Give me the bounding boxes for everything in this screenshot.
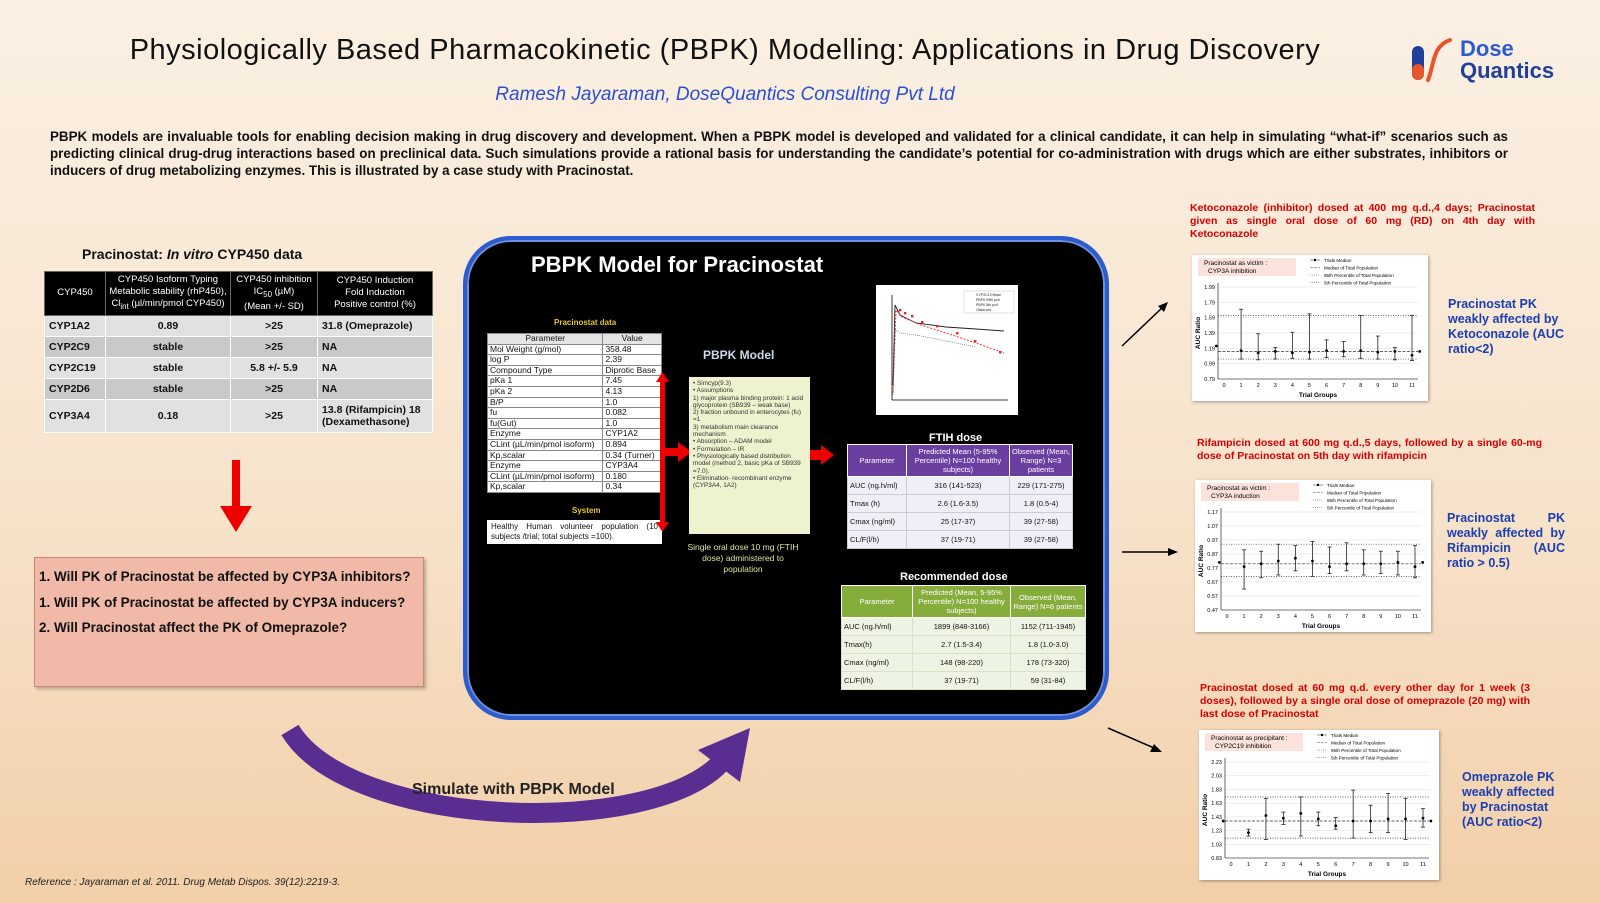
table-cell: 39 (27-58) bbox=[1010, 513, 1073, 531]
table-cell: 2.7 (1.5-3.4) bbox=[913, 636, 1011, 654]
median-point bbox=[1414, 565, 1417, 568]
table-cell: Tmax (h) bbox=[848, 495, 907, 513]
plot-legend-text: PBPK 95th pctl bbox=[976, 298, 1000, 302]
table-row bbox=[488, 471, 662, 482]
table-row bbox=[842, 618, 1086, 636]
table-cell: 1899 (848-3166) bbox=[913, 618, 1011, 636]
x-tick-label: 2 bbox=[1264, 862, 1268, 868]
x-tick-label: 3 bbox=[1281, 862, 1285, 868]
legend-entry: 95th Percentile of Total Population bbox=[1327, 498, 1397, 503]
y-tick-label: 1.59 bbox=[1204, 315, 1215, 322]
table-header: CYP450 bbox=[45, 272, 106, 316]
simulate-label: Simulate with PBPK Model bbox=[412, 781, 615, 798]
x-tick-label: 5 bbox=[1316, 862, 1320, 868]
table-cell: NA bbox=[318, 336, 433, 357]
median-point bbox=[1243, 565, 1246, 568]
table-cell: fu bbox=[488, 408, 603, 419]
question-item: 1. Will PK of Pracinostat be affected by CYP3A inhibitors? bbox=[39, 569, 411, 584]
table-cell: stable bbox=[106, 357, 231, 378]
table-row bbox=[45, 399, 433, 432]
x-tick-label: 11 bbox=[1420, 862, 1426, 868]
down-arrow-icon bbox=[220, 460, 252, 532]
median-point bbox=[1376, 351, 1379, 354]
study-caption: Ketoconazole (inhibitor) dosed at 400 mg q.d.,4 days; Pracinostat given as single oral dose of 60 mg (RD) on 4th day with Ketoconazole bbox=[1190, 202, 1535, 240]
median-point bbox=[1397, 561, 1400, 564]
table-cell: 2.6 (1.6-3.5) bbox=[907, 495, 1010, 513]
pk-profile-svg bbox=[876, 285, 1018, 415]
x-tick-label: 1 bbox=[1246, 862, 1250, 868]
right-arrow-icon bbox=[808, 445, 834, 465]
median-point bbox=[1277, 560, 1280, 563]
table-cell: pKa 2 bbox=[488, 386, 603, 397]
table-row bbox=[488, 408, 662, 419]
table-row bbox=[848, 477, 1073, 495]
invitro-title: Pracinostat: In vitro CYP450 data bbox=[82, 246, 303, 262]
x-tick-label: 4 bbox=[1293, 614, 1297, 620]
y-tick-label: 1.19 bbox=[1204, 346, 1215, 353]
median-point bbox=[1257, 352, 1260, 355]
median-point bbox=[1369, 820, 1372, 823]
median-point bbox=[1421, 561, 1424, 564]
table-cell: Parameter bbox=[488, 334, 603, 345]
pointer-arrow-icon bbox=[1106, 726, 1162, 754]
table-header: Observed (Mean, Range) N=6 patients bbox=[1011, 586, 1086, 618]
table-cell: >25 bbox=[231, 378, 318, 399]
y-tick-label: 0.57 bbox=[1207, 594, 1218, 600]
x-tick-label: 0 bbox=[1225, 614, 1229, 620]
x-tick-label: 11 bbox=[1409, 383, 1415, 389]
table-cell: 1.0 bbox=[603, 397, 662, 408]
median-point bbox=[1247, 831, 1250, 834]
median-point bbox=[1328, 565, 1331, 568]
table-row bbox=[848, 495, 1073, 513]
table-row bbox=[45, 378, 433, 399]
chart-title: CYP3A inhibition bbox=[1208, 268, 1257, 275]
model-assumption-line: 2) fraction unbound in enterocytes (fu) =1 bbox=[693, 409, 801, 424]
recommended-dose-table bbox=[841, 585, 1086, 690]
legend-swatch bbox=[1314, 259, 1316, 261]
median-point bbox=[1379, 562, 1382, 565]
y-tick-label: 0.99 bbox=[1204, 361, 1215, 368]
model-assumption-line: • Physiologically based distribution model (method 2, basic pKa of SB939 =7.0). bbox=[693, 452, 801, 475]
x-tick-label: 4 bbox=[1299, 862, 1303, 868]
x-tick-label: 11 bbox=[1412, 614, 1418, 620]
x-tick-label: 4 bbox=[1290, 383, 1294, 389]
median-point bbox=[1334, 824, 1337, 827]
table-cell: 39 (27-58) bbox=[1010, 531, 1073, 549]
median-point bbox=[1345, 562, 1348, 565]
x-tick-label: 8 bbox=[1369, 862, 1373, 868]
median-point bbox=[1274, 350, 1277, 353]
x-tick-label: 9 bbox=[1386, 862, 1390, 868]
table-cell: 2.39 bbox=[603, 355, 662, 366]
table-cell: log P bbox=[488, 355, 603, 366]
y-tick-label: 0.97 bbox=[1207, 538, 1218, 544]
auc-ratio-chart-svg bbox=[1192, 255, 1428, 401]
y-axis-label: AUC Ratio bbox=[1202, 793, 1209, 827]
x-tick-label: 1 bbox=[1239, 383, 1243, 389]
table-cell: 0.18 bbox=[106, 399, 231, 432]
table-header: Predicted Mean (5-95% Percentile) N=100 healthy subjects) bbox=[907, 445, 1010, 477]
table-cell: 1.8 (1.0-3.0) bbox=[1011, 636, 1086, 654]
table-header: Predicted (Mean, 5-95% Percentile) N=100 healthy subjects) bbox=[913, 586, 1011, 618]
system-title: System bbox=[572, 506, 601, 515]
y-tick-label: 1.43 bbox=[1211, 814, 1222, 821]
table-cell: >25 bbox=[231, 315, 318, 336]
x-tick-label: 7 bbox=[1342, 383, 1346, 389]
double-arrow-icon bbox=[656, 372, 692, 532]
intro-paragraph: PBPK models are invaluable tools for enabling decision making in drug discovery and development. When a PBPK model is developed and validated for a clinical candidate, it can help in simulating “what-if” scenarios such as predicting clinical drug-drug interactions based on preclinical data. Such simulations provide a rational basis for understanding the candidate’s potential for co-administration with drugs which are either substrates, inhibitors or inducers of drug metabolizing enzymes. This is illustrated by a case study with Pracinostat. bbox=[50, 129, 1508, 178]
table-row bbox=[488, 355, 662, 366]
y-tick-label: 1.03 bbox=[1211, 842, 1222, 849]
table-cell: stable bbox=[106, 378, 231, 399]
table-cell: 4.13 bbox=[603, 386, 662, 397]
pointer-arrow-icon bbox=[1120, 300, 1170, 348]
table-header: CYP450 inhibition $IC_{50}$ (µM) (Mean +/- SD) bbox=[231, 272, 318, 316]
table-cell: Compound Type bbox=[488, 365, 603, 376]
table-cell: CLint (µL/min/pmol isoform) bbox=[488, 471, 603, 482]
legend-entry: Trials Median bbox=[1324, 258, 1352, 263]
legend-entry: 5th Percentile of Total Population bbox=[1331, 755, 1399, 761]
median-point bbox=[1308, 351, 1311, 354]
table-row bbox=[488, 461, 662, 472]
y-axis-label: AUC Ratio bbox=[1198, 544, 1205, 578]
logo-text-quantics: Quantics bbox=[1460, 58, 1555, 83]
table-row bbox=[842, 636, 1086, 654]
legend-entry: Trials Median bbox=[1327, 483, 1355, 488]
pk-profile-plot bbox=[876, 285, 1018, 415]
x-tick-label: 0 bbox=[1229, 862, 1233, 868]
x-axis-label: Trial Groups bbox=[1298, 392, 1338, 399]
table-header: Parameter bbox=[842, 586, 913, 618]
table-cell: Cmax (ng/ml) bbox=[842, 654, 913, 672]
median-point bbox=[1362, 562, 1365, 565]
table-cell: Value bbox=[603, 334, 662, 345]
x-tick-label: 6 bbox=[1325, 383, 1329, 389]
table-cell: stable bbox=[106, 336, 231, 357]
chart-title: Pracinostat as precipitant : bbox=[1211, 735, 1288, 742]
pracinostat-params-table bbox=[487, 333, 662, 493]
x-tick-label: 6 bbox=[1328, 614, 1332, 620]
y-tick-label: 1.39 bbox=[1204, 331, 1215, 337]
median-point bbox=[1429, 820, 1432, 823]
legend-entry: 5th Percentile of Total Population bbox=[1324, 280, 1392, 286]
chart-title: Pracinostat as victim : bbox=[1207, 485, 1271, 492]
ftih-dose-table bbox=[847, 444, 1073, 549]
legend-entry: 5th Percentile of Total Population bbox=[1327, 505, 1395, 511]
model-assumption-line: • Absorption – ADAM model bbox=[693, 438, 772, 446]
x-tick-label: 6 bbox=[1334, 862, 1338, 868]
auc-ratio-chart-svg bbox=[1195, 480, 1431, 632]
study-caption: Rifampicin dosed at 600 mg q.d.,5 days, followed by a single 60-mg dose of Pracinostat on 5th day with rifampicin bbox=[1197, 437, 1542, 462]
table-row bbox=[488, 334, 662, 345]
x-tick-label: 3 bbox=[1273, 383, 1277, 389]
median-point bbox=[1311, 560, 1314, 563]
table-header: CYP450 Isoform Typing Metabolic stability (rhP450), $Cl_{int}$ (µl/min/pmol CYP450) bbox=[106, 272, 231, 316]
table-cell: Enzyme bbox=[488, 429, 603, 440]
study-result: Omeprazole PK weakly affected by Pracinostat (AUC ratio<2) bbox=[1462, 770, 1555, 829]
legend-swatch bbox=[1317, 484, 1319, 486]
y-axis-label: AUC Ratio bbox=[1195, 316, 1202, 350]
table-row bbox=[848, 513, 1073, 531]
table-cell: 316 (141-523) bbox=[907, 477, 1010, 495]
x-tick-label: 5 bbox=[1310, 614, 1314, 620]
x-tick-label: 0 bbox=[1222, 383, 1226, 389]
table-row bbox=[842, 654, 1086, 672]
y-tick-label: 1.79 bbox=[1204, 300, 1215, 307]
auc-ratio-chart-svg bbox=[1199, 730, 1439, 880]
panel-title: PBPK Model for Pracinostat bbox=[531, 252, 824, 277]
table-row bbox=[488, 397, 662, 408]
table-row bbox=[488, 365, 662, 376]
x-axis-label: Trial Groups bbox=[1307, 871, 1347, 878]
y-tick-label: 0.47 bbox=[1207, 608, 1218, 614]
median-point bbox=[1418, 350, 1421, 353]
plot-legend-text: CYP2C19 Mean bbox=[976, 293, 1002, 297]
y-tick-label: 1.83 bbox=[1211, 787, 1222, 794]
median-point bbox=[1325, 349, 1328, 352]
table-cell: 31.8 (Omeprazole) bbox=[318, 315, 433, 336]
x-tick-label: 8 bbox=[1359, 383, 1363, 389]
study-caption: Pracinostat dosed at 60 mg q.d. every other day for 1 week (3 doses), followed by a single oral dose of omeprazole (20 mg) with last dose of Pracinostat bbox=[1200, 682, 1530, 720]
table-cell: 0.89 bbox=[106, 315, 231, 336]
table-cell: CYP2C9 bbox=[45, 336, 106, 357]
study-result: Pracinostat PK weakly affected by Ketoconazole (AUC ratio<2) bbox=[1448, 297, 1564, 356]
median-point bbox=[1411, 354, 1414, 357]
table-row bbox=[488, 376, 662, 387]
median-point bbox=[1342, 350, 1345, 353]
x-tick-label: 1 bbox=[1242, 614, 1246, 620]
x-tick-label: 9 bbox=[1376, 383, 1380, 389]
auc-ratio-chart-induction bbox=[1195, 480, 1431, 632]
auc-ratio-chart-inhibition bbox=[1192, 255, 1428, 401]
table-cell: 13.8 (Rifampicin) 18 (Dexamethasone) bbox=[318, 399, 433, 432]
median-point bbox=[1352, 820, 1355, 823]
table-cell: NA bbox=[318, 357, 433, 378]
table-header: CYP450 Induction Fold Induction Positive control (%) bbox=[318, 272, 433, 316]
table-cell: 37 (19-71) bbox=[913, 672, 1011, 690]
table-cell: Cmax (ng/ml) bbox=[848, 513, 907, 531]
x-tick-label: 2 bbox=[1256, 383, 1260, 389]
median-point bbox=[1394, 350, 1397, 353]
table-cell: Enzyme bbox=[488, 461, 603, 472]
legend-swatch bbox=[1321, 734, 1323, 736]
model-assumptions-box bbox=[689, 377, 810, 534]
system-box: Healthy Human volunteer population (10 subjects /trial; total subjects =100). bbox=[487, 520, 662, 544]
pracinostat-data-title: Pracinostat data bbox=[554, 318, 617, 327]
x-tick-label: 8 bbox=[1362, 614, 1366, 620]
table-cell: CYP3A4 bbox=[603, 461, 662, 472]
x-tick-label: 2 bbox=[1259, 614, 1263, 620]
x-tick-label: 7 bbox=[1345, 614, 1349, 620]
table-cell: B/P bbox=[488, 397, 603, 408]
ftih-title: FTIH dose bbox=[929, 432, 983, 444]
plot-legend-text: PBPK 5th pctl bbox=[976, 303, 998, 307]
median-point bbox=[1240, 349, 1243, 352]
table-cell: AUC (ng.h/ml) bbox=[842, 618, 913, 636]
x-tick-label: 3 bbox=[1276, 614, 1280, 620]
table-cell: 1.0 bbox=[603, 418, 662, 429]
x-tick-label: 10 bbox=[1391, 383, 1398, 389]
table-cell: CYP2C19 bbox=[45, 357, 106, 378]
auc-ratio-chart-omeprazole bbox=[1199, 730, 1439, 880]
table-cell: 1152 (711-1945) bbox=[1011, 618, 1086, 636]
author-line: Ramesh Jayaraman, DoseQuantics Consulting Pvt Ltd bbox=[495, 84, 955, 105]
median-point bbox=[1291, 352, 1294, 355]
table-cell: fu(Gut) bbox=[488, 418, 603, 429]
median-point bbox=[1218, 561, 1221, 564]
plot-legend-text: Observed bbox=[976, 308, 992, 312]
table-cell: 0.34 bbox=[603, 482, 662, 493]
table-row bbox=[45, 315, 433, 336]
table-cell: Tmax(h) bbox=[842, 636, 913, 654]
median-point bbox=[1260, 562, 1263, 565]
questions-box bbox=[34, 557, 424, 687]
median-point bbox=[1222, 820, 1225, 823]
table-row bbox=[488, 429, 662, 440]
table-cell: Mol Weight (g/mol) bbox=[488, 344, 603, 355]
table-cell: Kp,scalar bbox=[488, 450, 603, 461]
median-point bbox=[1359, 349, 1362, 352]
table-cell: Diprotic Base bbox=[603, 365, 662, 376]
table-cell: 178 (73-320) bbox=[1011, 654, 1086, 672]
table-row bbox=[488, 482, 662, 493]
median-point bbox=[1299, 812, 1302, 815]
median-point bbox=[1294, 557, 1297, 560]
y-tick-label: 1.99 bbox=[1204, 285, 1215, 291]
y-tick-label: 1.23 bbox=[1211, 828, 1222, 835]
y-tick-label: 2.03 bbox=[1211, 773, 1222, 780]
median-point bbox=[1215, 345, 1218, 348]
table-cell: 37 (19-71) bbox=[907, 531, 1010, 549]
logo-mark-icon bbox=[1408, 36, 1454, 84]
table-header: Observed (Mean, Range) N=3 patients bbox=[1010, 445, 1073, 477]
table-cell: CYP2D6 bbox=[45, 378, 106, 399]
y-tick-label: 0.77 bbox=[1207, 566, 1218, 572]
table-row bbox=[488, 450, 662, 461]
median-point bbox=[1387, 818, 1390, 821]
table-row bbox=[45, 336, 433, 357]
legend-entry: 95th Percentile of Total Population bbox=[1324, 273, 1394, 278]
median-point bbox=[1317, 818, 1320, 821]
dose-caption: Single oral dose 10 mg (FTIH dose) administered to population bbox=[687, 542, 799, 574]
pbpk-model-title: PBPK Model bbox=[703, 348, 775, 362]
x-axis-label: Trial Groups bbox=[1301, 623, 1341, 630]
table-cell: 0.894 bbox=[603, 439, 662, 450]
table-cell: CYP3A4 bbox=[45, 399, 106, 432]
chart-title: CYP3A induction bbox=[1211, 493, 1260, 500]
table-cell: 25 (17-37) bbox=[907, 513, 1010, 531]
poster-title: Physiologically Based Pharmacokinetic (PBPK) Modelling: Applications in Drug Discovery bbox=[129, 34, 1321, 66]
model-assumption-line: • Assumptions bbox=[693, 387, 734, 395]
model-assumption-line: • Elimination- recombinant enzyme (CYP3A4, 1A2) bbox=[693, 474, 792, 490]
table-cell: 59 (31-84) bbox=[1011, 672, 1086, 690]
table-cell: CL/F(l/h) bbox=[848, 531, 907, 549]
question-item: 2. Will Pracinostat affect the PK of Omeprazole? bbox=[39, 620, 348, 635]
recommended-dose-title: Recommended dose bbox=[900, 571, 1008, 583]
legend-entry: Median of Total Population bbox=[1331, 740, 1386, 746]
y-tick-label: 2.23 bbox=[1211, 760, 1222, 766]
table-cell: 358.48 bbox=[603, 344, 662, 355]
legend-entry: Median of Total Population bbox=[1327, 490, 1382, 496]
curved-arrow-icon bbox=[280, 720, 760, 830]
y-tick-label: 0.83 bbox=[1211, 856, 1222, 862]
study-result: Pracinostat PK weakly affected by Rifampicin (AUC ratio > 0.5) bbox=[1447, 511, 1565, 570]
legend-entry: Median of Total Population bbox=[1324, 265, 1379, 271]
table-cell: CYP1A2 bbox=[603, 429, 662, 440]
table-cell: 0.34 (Turner) bbox=[603, 450, 662, 461]
table-row bbox=[848, 531, 1073, 549]
model-assumption-line: 1) major plasma binding protein: 1 acid glycoprotein (SB939 – weak base) bbox=[693, 394, 804, 409]
invitro-cyp450-table bbox=[44, 271, 433, 433]
table-cell: >25 bbox=[231, 336, 318, 357]
table-cell: pKa 1 bbox=[488, 376, 603, 387]
x-tick-label: 10 bbox=[1394, 614, 1401, 620]
table-cell: 229 (171-275) bbox=[1010, 477, 1073, 495]
x-tick-label: 10 bbox=[1402, 862, 1409, 868]
question-item: 1. Will PK of Pracinostat be affected by CYP3A inducers? bbox=[39, 594, 406, 610]
table-row bbox=[488, 439, 662, 450]
model-assumption-line: 3) metabolism main clearance mechanism bbox=[693, 423, 779, 439]
chart-title: CYP2C19 inhibition bbox=[1215, 743, 1272, 750]
x-tick-label: 9 bbox=[1379, 614, 1383, 620]
table-cell: 148 (98-220) bbox=[913, 654, 1011, 672]
y-tick-label: 0.67 bbox=[1207, 580, 1218, 586]
y-tick-label: 1.63 bbox=[1211, 801, 1222, 808]
model-assumption-line: • Formulation – IR bbox=[693, 445, 745, 453]
y-tick-label: 0.87 bbox=[1207, 552, 1218, 558]
y-tick-label: 0.79 bbox=[1204, 377, 1215, 383]
logo-text-dose: Dose bbox=[1460, 36, 1514, 61]
table-cell: 5.8 +/- 5.9 bbox=[231, 357, 318, 378]
median-point bbox=[1404, 818, 1407, 821]
model-assumption-line: • Simcyp(9.3) bbox=[693, 380, 732, 387]
table-row bbox=[488, 344, 662, 355]
x-tick-label: 7 bbox=[1351, 862, 1355, 868]
table-cell: 0.082 bbox=[603, 408, 662, 419]
pointer-arrow-icon bbox=[1122, 546, 1178, 558]
table-row bbox=[488, 418, 662, 429]
table-cell: CLint (µL/min/pmol isoform) bbox=[488, 439, 603, 450]
legend-entry: 95th Percentile of Total Population bbox=[1331, 748, 1401, 753]
table-row bbox=[488, 386, 662, 397]
y-tick-label: 1.17 bbox=[1207, 510, 1218, 516]
table-cell: AUC (ng.h/ml) bbox=[848, 477, 907, 495]
y-tick-label: 1.07 bbox=[1207, 524, 1218, 530]
chart-title: Pracinostat as victim : bbox=[1204, 260, 1268, 267]
table-cell: >25 bbox=[231, 399, 318, 432]
dosequantics-logo bbox=[1408, 36, 1588, 86]
table-cell: NA bbox=[318, 378, 433, 399]
table-cell: CYP1A2 bbox=[45, 315, 106, 336]
table-cell: 0.180 bbox=[603, 471, 662, 482]
median-point bbox=[1282, 817, 1285, 820]
table-header: Parameter bbox=[848, 445, 907, 477]
x-tick-label: 5 bbox=[1307, 383, 1311, 389]
table-cell: 1.8 (0.5-4) bbox=[1010, 495, 1073, 513]
table-cell: Kp,scalar bbox=[488, 482, 603, 493]
median-point bbox=[1422, 817, 1425, 820]
table-row bbox=[45, 357, 433, 378]
table-cell: CL/F(l/h) bbox=[842, 672, 913, 690]
table-row bbox=[842, 672, 1086, 690]
table-cell: 7.45 bbox=[603, 376, 662, 387]
legend-entry: Trials Median bbox=[1331, 733, 1359, 738]
median-point bbox=[1265, 814, 1268, 817]
reference-text: Reference : Jayaraman et al. 2011. Drug Metab Dispos. 39(12):2219-3. bbox=[25, 877, 340, 888]
